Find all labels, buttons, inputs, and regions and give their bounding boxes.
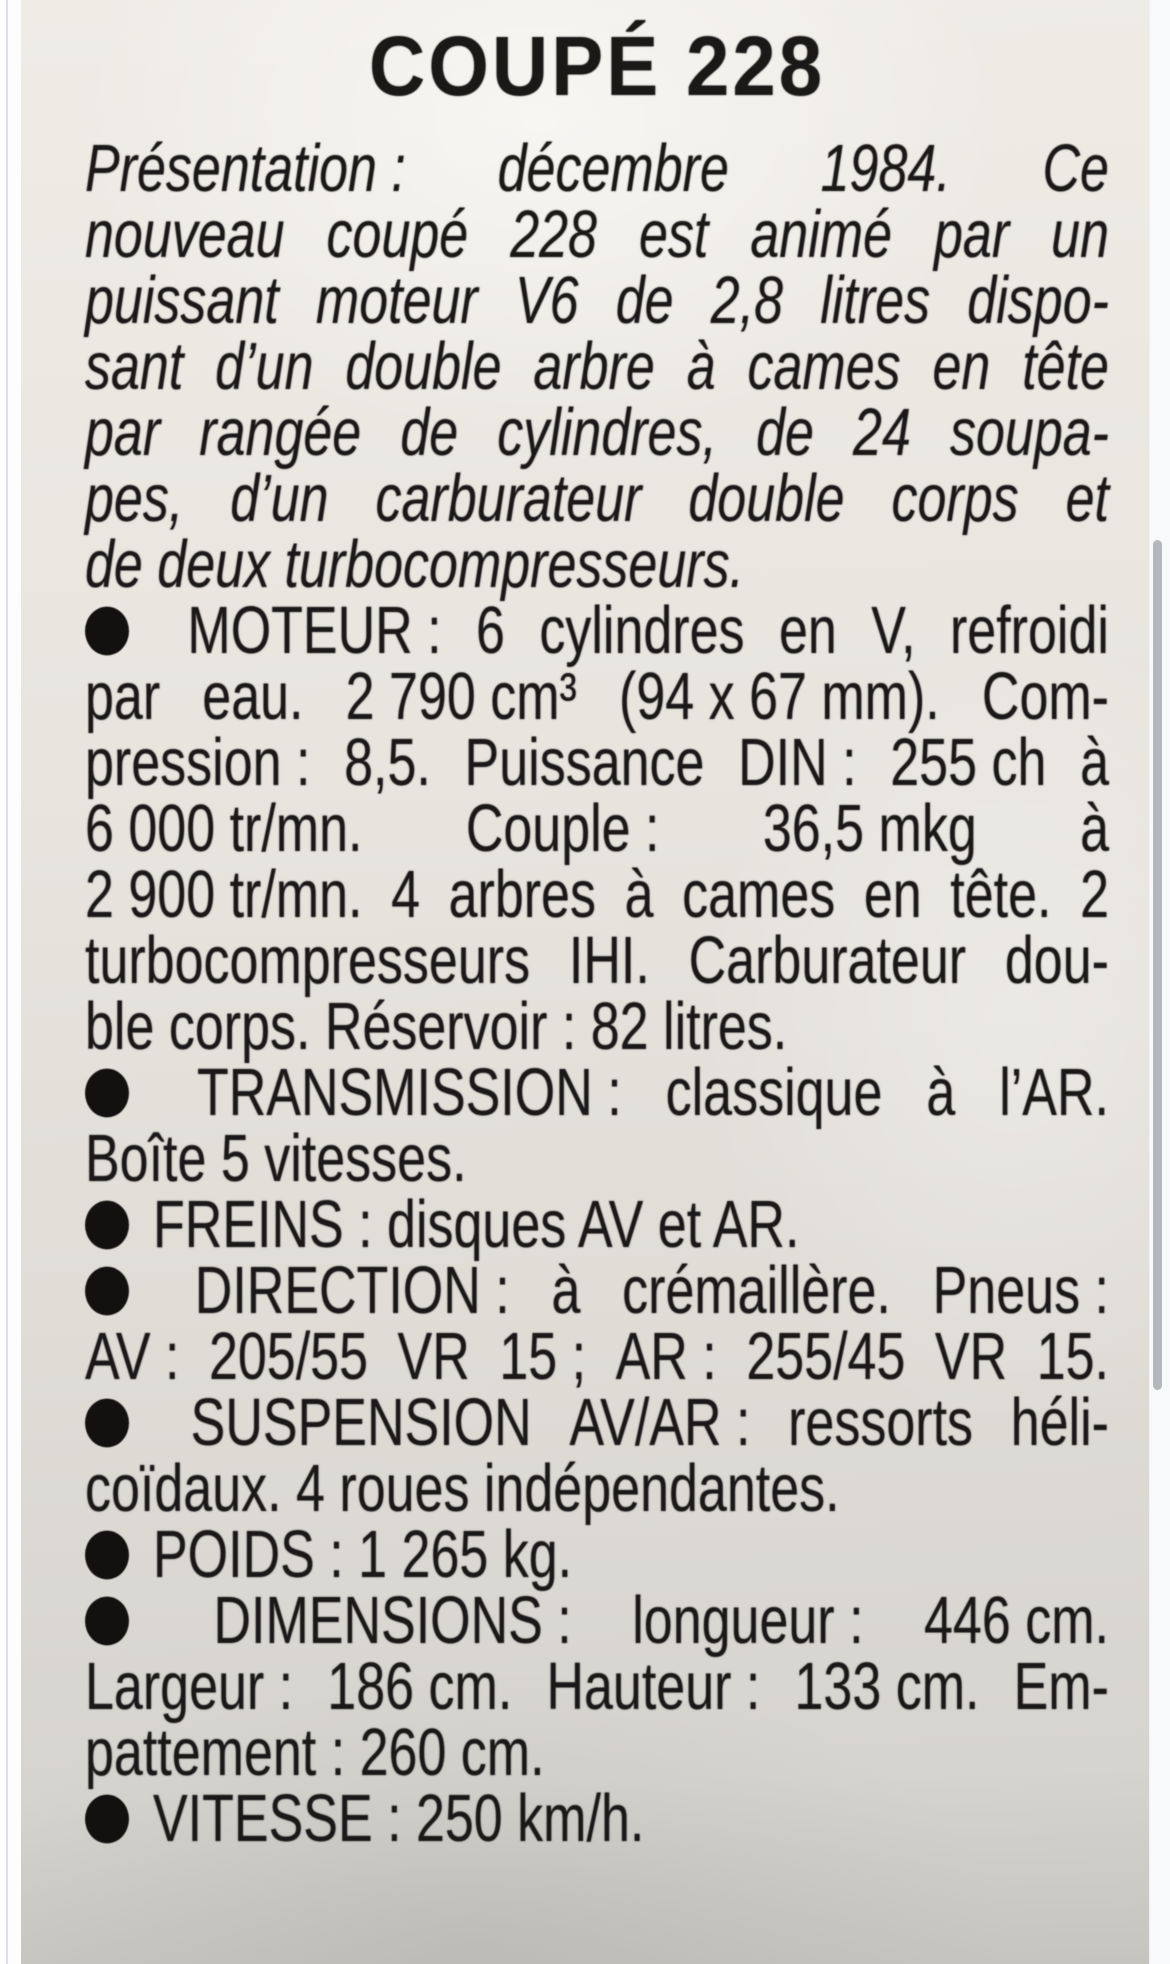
text-line <box>85 1121 1109 1197</box>
block-moteur <box>85 593 1109 1065</box>
word: dou- <box>1004 923 1109 999</box>
word: pes, <box>85 461 184 537</box>
word: Boîte 5 vitesses. <box>85 1121 467 1197</box>
word: arbres <box>448 857 596 933</box>
word: 133 cm. <box>794 1649 980 1725</box>
word: cames <box>682 857 836 933</box>
word: 255 ch <box>890 725 1047 801</box>
text-line <box>85 1319 1109 1395</box>
word: corps <box>891 461 1019 537</box>
word: classique <box>665 1055 883 1131</box>
block-suspension <box>85 1385 1109 1527</box>
word: Couple : <box>465 791 660 867</box>
word: double <box>688 461 845 537</box>
block-transmission <box>85 1055 1109 1197</box>
word: de <box>400 395 459 471</box>
text-line-content <box>85 1385 1109 1461</box>
word: 15. <box>1036 1319 1109 1395</box>
spec-article <box>85 16 1109 1857</box>
word: un <box>1051 197 1109 273</box>
word: longueur : <box>632 1583 864 1659</box>
word: Com- <box>981 659 1109 735</box>
word: est <box>638 197 709 273</box>
word: et <box>1065 461 1109 537</box>
word: tête. <box>950 857 1052 933</box>
word: AV/AR : <box>569 1385 751 1461</box>
word: 8,5. <box>344 725 431 801</box>
word: pression : <box>85 725 311 801</box>
word: Carburateur <box>688 923 967 999</box>
text-line-content <box>85 131 1109 207</box>
word: soupa- <box>950 395 1109 471</box>
word: IHI. <box>568 923 650 999</box>
text-line <box>85 791 1109 867</box>
text-line <box>85 329 1109 405</box>
word: par <box>934 197 1010 273</box>
word: en <box>932 329 991 405</box>
text-line <box>85 659 1109 735</box>
text-line-content <box>85 1319 1109 1395</box>
word: crémaillère. <box>622 1253 891 1329</box>
text-line-content <box>85 197 1109 273</box>
word: ble corps. Réservoir : 82 litres. <box>85 989 788 1065</box>
block-dimensions <box>85 1583 1109 1791</box>
bullet-icon <box>85 1795 129 1844</box>
word: VR <box>934 1319 1008 1395</box>
left-gutter <box>0 0 21 1964</box>
word: Puissance <box>464 725 705 801</box>
text-line <box>85 1583 1109 1659</box>
word: 2 900 tr/mn. <box>85 857 363 933</box>
word: en <box>778 593 837 669</box>
word: DIN : <box>738 725 857 801</box>
word: puissant <box>85 263 279 339</box>
word: sant <box>85 329 184 405</box>
word: AV : <box>85 1319 180 1395</box>
word: DIRECTION : <box>194 1253 510 1329</box>
word: pattement : 260 cm. <box>85 1715 545 1791</box>
text-line <box>85 1781 1109 1857</box>
text-line-content <box>85 527 1109 603</box>
bullet-icon <box>85 1531 129 1580</box>
word: Hauteur : <box>546 1649 761 1725</box>
word: eau. <box>202 659 304 735</box>
word: Em- <box>1013 1649 1109 1725</box>
word: par <box>85 659 161 735</box>
word: 4 <box>391 857 420 933</box>
word: ressorts <box>788 1385 974 1461</box>
word: POIDS : 1 265 kg. <box>153 1517 573 1593</box>
word: arbre <box>533 329 655 405</box>
word: d’un <box>230 461 329 537</box>
word: à <box>551 1253 581 1329</box>
text-line <box>85 197 1109 273</box>
text-line-content <box>85 1715 1109 1791</box>
word: de <box>756 395 814 471</box>
scanned-page-photo <box>21 0 1149 1964</box>
text-line <box>85 461 1109 537</box>
text-line-content <box>85 791 1109 867</box>
text-line-content <box>85 1781 1109 1857</box>
bullet-icon <box>85 607 129 656</box>
left-gutter-line <box>6 0 8 1964</box>
text-line <box>85 1715 1109 1791</box>
word: tête <box>1022 329 1109 405</box>
word: AR : <box>615 1319 717 1395</box>
word: à <box>624 857 654 933</box>
text-line <box>85 725 1109 801</box>
word: de <box>615 263 674 339</box>
word: héli- <box>1010 1385 1109 1461</box>
text-line-content <box>85 1187 1109 1263</box>
word: de deux turbocompresseurs. <box>85 527 745 603</box>
text-line <box>85 857 1109 933</box>
word: MOTEUR : <box>187 593 442 669</box>
word: litres <box>820 263 931 339</box>
text-line-content <box>85 989 1109 1065</box>
text-line-content <box>85 1055 1109 1131</box>
text-line-content <box>85 923 1109 999</box>
text-line-content <box>85 1517 1109 1593</box>
text-line <box>85 923 1109 999</box>
word: V6 <box>514 263 579 339</box>
word: refroidi <box>949 593 1109 669</box>
text-line-content <box>85 593 1109 669</box>
word: animé <box>750 197 892 273</box>
word: VITESSE : 250 km/h. <box>153 1781 645 1857</box>
word: carburateur <box>375 461 642 537</box>
text-line-content <box>85 725 1109 801</box>
bullet-icon <box>85 1597 129 1646</box>
scrollbar-track[interactable] <box>1149 0 1170 1964</box>
text-line-content <box>85 659 1109 735</box>
text-line-content <box>85 461 1109 537</box>
word: à <box>1080 791 1109 867</box>
block-poids <box>85 1517 1109 1593</box>
word: VR <box>397 1319 470 1395</box>
word: par <box>85 395 161 471</box>
text-line <box>85 131 1109 207</box>
word: cylindres, <box>497 395 717 471</box>
text-line <box>85 527 1109 603</box>
word: Pneus : <box>932 1253 1109 1329</box>
bullet-icon <box>85 1201 129 1250</box>
text-line <box>85 989 1109 1065</box>
word: en <box>863 857 922 933</box>
word: (94 x 67 mm). <box>619 659 940 735</box>
bullet-icon <box>85 1267 129 1316</box>
word: coupé <box>326 197 469 273</box>
word: nouveau <box>85 197 285 273</box>
word: double <box>345 329 502 405</box>
text-line-content <box>85 1121 1109 1197</box>
text-line-content <box>85 329 1109 405</box>
word: 6 000 tr/mn. <box>85 791 363 867</box>
word: Présentation : <box>85 131 406 207</box>
text-line <box>85 1517 1109 1593</box>
word: 255/45 <box>746 1319 906 1395</box>
text-line <box>85 1253 1109 1329</box>
text-line-content <box>85 395 1109 471</box>
text-line-content <box>85 1253 1109 1329</box>
text-line <box>85 1649 1109 1725</box>
word: FREINS : disques AV et AR. <box>153 1187 800 1263</box>
word: dispo- <box>967 263 1109 339</box>
word: turbocompresseurs <box>85 923 531 999</box>
word: 446 cm. <box>924 1583 1109 1659</box>
word: cylindres <box>539 593 745 669</box>
word: coïdaux. 4 roues indépendantes. <box>85 1451 840 1527</box>
block-vitesse <box>85 1781 1109 1857</box>
block-direction <box>85 1253 1109 1395</box>
word: 6 <box>476 593 505 669</box>
block-freins <box>85 1187 1109 1263</box>
word: 15 ; <box>499 1319 587 1395</box>
text-line <box>85 1055 1109 1131</box>
word: 205/55 <box>208 1319 368 1395</box>
word: DIMENSIONS : <box>213 1583 572 1659</box>
word: décembre <box>497 131 729 207</box>
text-line-content <box>85 263 1109 339</box>
word: rangée <box>199 395 362 471</box>
word: moteur <box>315 263 478 339</box>
text-line-content <box>85 857 1109 933</box>
word: Ce <box>1042 131 1109 207</box>
word: 1984. <box>820 131 951 207</box>
text-line <box>85 1451 1109 1527</box>
word: 228 <box>510 197 597 273</box>
text-line <box>85 1385 1109 1461</box>
word: d’un <box>215 329 314 405</box>
word: Largeur : <box>85 1649 294 1725</box>
word: à <box>686 329 716 405</box>
text-line <box>85 1187 1109 1263</box>
word: SUSPENSION <box>190 1385 532 1461</box>
word: 186 cm. <box>327 1649 513 1725</box>
word: 24 <box>853 395 911 471</box>
text-line <box>85 593 1109 669</box>
block-presentation-intro <box>85 131 1109 603</box>
scrollbar-thumb[interactable] <box>1153 540 1162 1390</box>
bullet-icon <box>85 1399 129 1448</box>
word: l’AR. <box>999 1055 1109 1131</box>
article-body <box>85 131 1109 1857</box>
text-line-content <box>85 1451 1109 1527</box>
text-line <box>85 395 1109 471</box>
word: à <box>926 1055 956 1131</box>
text-line-content <box>85 1583 1109 1659</box>
word: 2 <box>1080 857 1109 933</box>
page-title: COUPÉ 228 <box>368 18 826 114</box>
word: à <box>1080 725 1109 801</box>
text-line <box>85 263 1109 339</box>
bullet-icon <box>85 1069 129 1118</box>
word: 2,8 <box>710 263 784 339</box>
word: 2 790 cm³ <box>345 659 577 735</box>
word: TRANSMISSION : <box>196 1055 622 1131</box>
word: cames <box>747 329 901 405</box>
text-line-content <box>85 1649 1109 1725</box>
word: 36,5 mkg <box>762 791 977 867</box>
word: V, <box>871 593 916 669</box>
